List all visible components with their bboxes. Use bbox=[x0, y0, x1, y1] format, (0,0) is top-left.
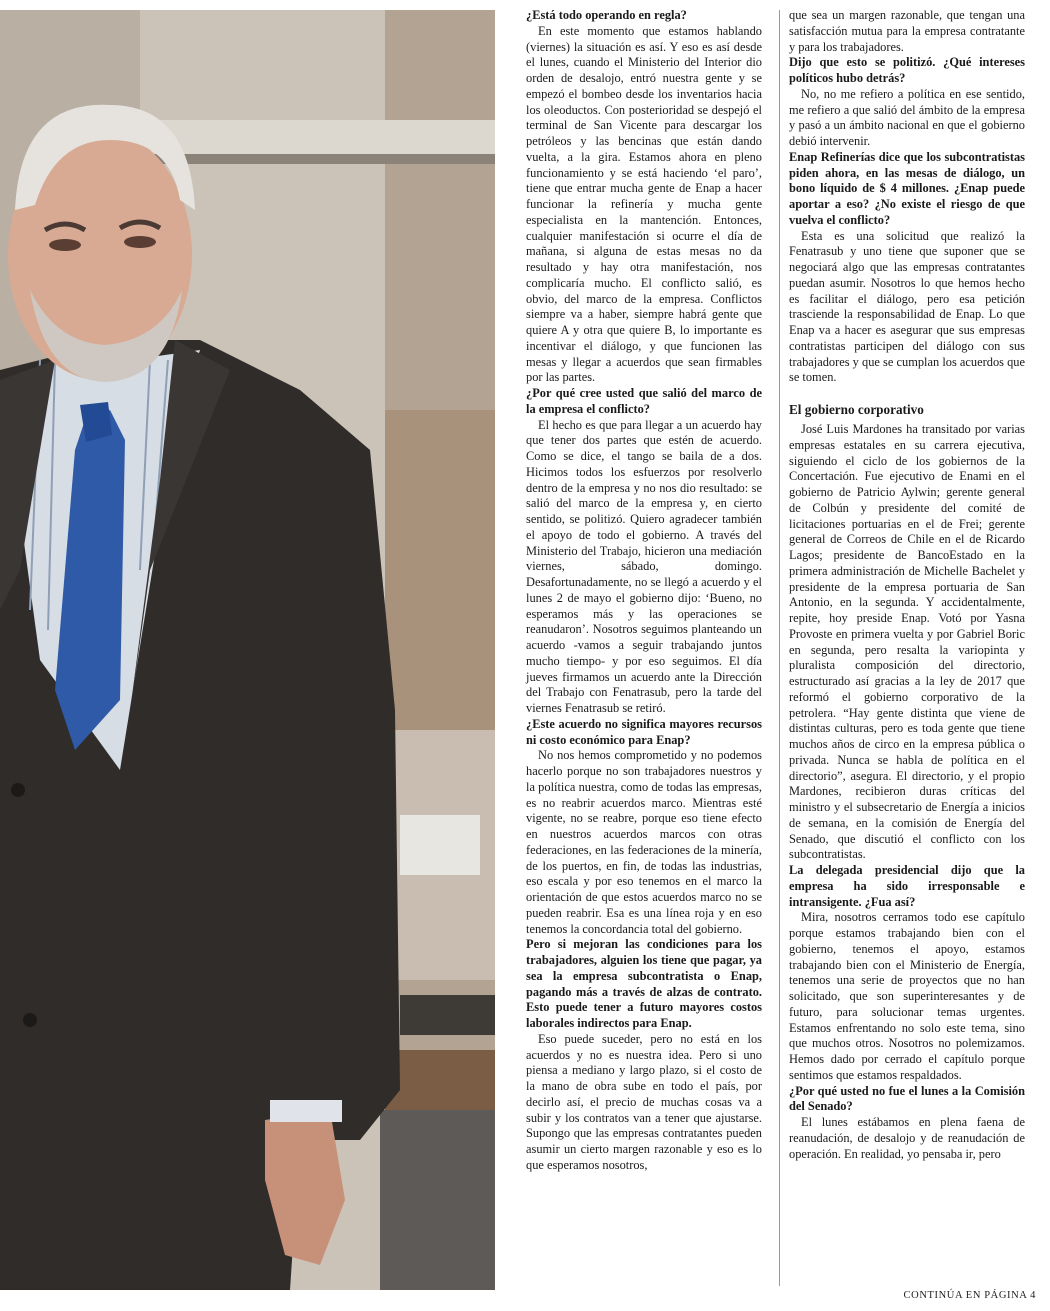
article-column-2 bbox=[789, 8, 1025, 1162]
interview-question: Pero si mejoran las condiciones para los trabajadores, alguien los tiene que pagar, ya sea la empresa subcontratista o Enap, pagando más a través de alzas de contrato. Esto puede tener a futuro mayores costos laborales indirectos para Enap. bbox=[526, 937, 762, 1030]
answer-paragraph: El lunes estábamos en plena faena de reanudación, de desalojo y de reanudación de operación. En realidad, yo pensaba ir, pero bbox=[789, 1115, 1025, 1161]
section-heading: El gobierno corporativo bbox=[789, 402, 924, 417]
answer-paragraph: No nos hemos comprometido y no podemos hacerlo porque no son trabajadores nuestros y la política nuestra, como de todas las empresas, es no reabrir acuerdos marco. Mientras esté vigente, no se reabre, porque eso tiene efecto en nuestros acuerdos marcos con otras federaciones, en las federaciones de la minería, de los puertos, en fin, de todas las industrias, eso escala y por eso tenemos en el marco la orientación de que estos acuerdos marco no se pueden reabrir. Esa es una línea roja y en eso tenemos la concordancia total del gobierno. bbox=[526, 748, 762, 936]
answer-paragraph: No, no me refiero a política en ese sentido, me refiero a que salió del ámbito de la empresa y pasó a un ámbito nacional en que el gobierno debió intervenir. bbox=[789, 86, 1025, 148]
answer-paragraph: que sea un margen razonable, que tengan una satisfacción mutua para la empresa contratante y para los trabajadores. bbox=[789, 8, 1025, 54]
article-column-1 bbox=[526, 8, 762, 1174]
answer-paragraph: Mira, nosotros cerramos todo ese capítulo porque estamos trabajando bien con el gobierno, tenemos el apoyo, estamos trabajando bien con el Ministerio de Energía, tenemos una serie de proyectos que no han solicitado, que son superinteresantes y de futuro, para solucionar temas urgentes. Estamos enfrentando no solo este tema, sino que muchos otros. Nosotros no polemizamos. Hemos dado por cerrado el capítulo porque sentimos que estamos respaldados. bbox=[789, 910, 1025, 1082]
answer-paragraph: Eso puede suceder, pero no está en los acuerdos y no es nuestra idea. Pero si uno piensa a mediano y largo plazo, si el costo de la mano de obra sube en todo el país, por decirlo así, el precio de muchas cosas va a subir y los contratos van a tener que ajustarse. Supongo que las empresas contratantes pueden asumir un cierto margen razonable y eso es lo que esperamos nosotros, bbox=[526, 1031, 762, 1172]
column-divider bbox=[779, 10, 780, 1286]
interview-question: ¿Está todo operando en regla? bbox=[526, 8, 687, 22]
interview-question: La delegada presidencial dijo que la empresa ha sido irresponsable e intransigente. ¿Fua así? bbox=[789, 863, 1025, 909]
interview-question: ¿Por qué usted no fue el lunes a la Comisión del Senado? bbox=[789, 1083, 1025, 1114]
answer-paragraph: En este momento que estamos hablando (viernes) la situación es así. Y eso es así desde el lunes, cuando el Ministerio del Interior dio orden de desalojo, entró nuestra gente y se empezó el bombeo desde los inventarios hacia los oleoductos. Con posterioridad se despejó el terminal de San Vicente para descargar los petróleos y las bencinas que están dando vuelta, a la gira. Estamos ahora en pleno funcionamiento y se está haciendo ‘el paro’, tiene que entrar mucha gente de Enap a hacer funcionar la refinería y mucha gente especialista en la mantención. Entonces, cualquier manifestación si ocurre el día de mañana, si alguna de estas mesas no da resultado y hay otra manifestación, nos complicaría mucho. El conflicto salió, es obvio, del marco de la empresa. Conflictos siempre va a haber, siempre habrá gente que quiere A y otra que quiere B, lo importante es incentivar el diálogo, y que funcionen las mesas y llegar a acuerdos que sean firmables por las partes. bbox=[526, 23, 762, 385]
answer-paragraph: Esta es una solicitud que realizó la Fenatrasub y uno tiene que suponer que se negociará algo que las empresas contratantes puedan asumir. Nosotros lo que hemos hecho es facilitar el diálogo, pero esa petición trasciende la responsabilidad de Enap. Lo que Enap va a hacer es asegurar que sus empresas contratistas participen del diálogo con sus trabajadores y que se cumplan los acuerdos que se tomen. bbox=[789, 228, 1025, 385]
interview-question: ¿Este acuerdo no significa mayores recursos ni costo económico para Enap? bbox=[526, 716, 762, 747]
answer-paragraph: José Luis Mardones ha transitado por varias empresas estatales en su carrera ejecutiva, siguiendo el ciclo de los gobiernos de la Concertación. Fue ejecutivo de Enami en el gobierno de Patricio Aylwin; gerente general de Colbún y presidente del comité de licitaciones portuarias en el de Frei; gerente general de Correos de Chile en el de Ricardo Lagos; presidente de BancoEstado en la primera administración de Michelle Bachelet y presidente de la empresa portuaria de San Antonio, en la segunda. Y accidentalmente, repite, hoy preside Enap. Votó por Yasna Provoste en primera vuelta y por Gabriel Boric en segunda, pero resalta la variopinta y pluralista composición del directorio, estructurado así gracias a la ley de 2017 que reformó el gobierno corporativo de la petrolera. “Hay gente distinta que viene de distintas culturas, pero es toda gente que tiene muchos años de circo en la empresa pública o privada. Nunca se habla de política en el directorio”, asegura. El directorio, y el propio Mardones, recibieron duras críticas del ministro y el subsecretario de Energía a inicios de semana, en la comisión de Energía del Senado, que discutió el conflicto con los subcontratistas. bbox=[789, 422, 1025, 862]
interview-question: ¿Por qué cree usted que salió del marco de la empresa el conflicto? bbox=[526, 386, 762, 416]
portrait-photo bbox=[0, 10, 495, 1290]
interview-question: Enap Refinerías dice que los subcontratistas piden ahora, en las mesas de diálogo, un bono líquido de $ 4 millones. ¿Enap puede aportar a eso? ¿No existe el riesgo de que vuelva el conflicto? bbox=[789, 149, 1025, 227]
interview-question: Dijo que esto se politizó. ¿Qué intereses políticos hubo detrás? bbox=[789, 55, 1025, 85]
continuation-note: CONTINÚA EN PÁGINA 4 bbox=[903, 1290, 1036, 1301]
answer-paragraph: El hecho es que para llegar a un acuerdo hay que tener dos partes que estén de acuerdo. Como se dice, el tango se baila de a dos. Hicimos todos los esfuerzos por resolverlo dentro de la empresa y no nos dio resultado: se salió del marco de la empresa y, en cierto sentido, se politizó. Quiero agradecer también el apoyo de todo el gobierno. A través del Ministerio del Trabajo, hicieron una mediación viernes, sábado, domingo. Desafortunadamente, no se llegó a acuerdo y el lunes 2 de mayo el gobierno dijo: ‘Bueno, no esperamos más y las operaciones se reanudaron’. Nosotros seguimos planteando un acuerdo -vamos a seguir trabajando juntos mucho tiempo- y por eso seguimos. El día jueves firmamos un acuerdo ante la Dirección del Trabajo con Fenatrasub, pero la tarde del viernes Fenatrasub se retiró. bbox=[526, 417, 762, 715]
